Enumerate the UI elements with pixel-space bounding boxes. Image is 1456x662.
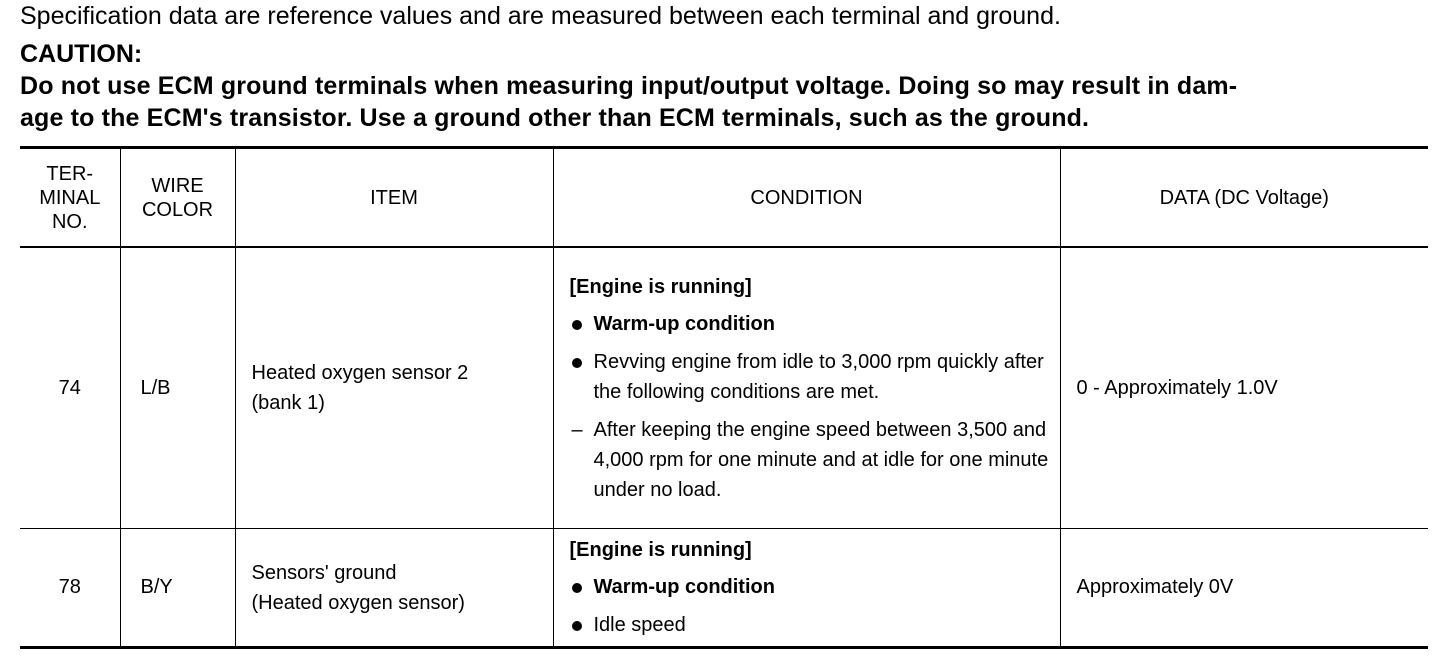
condition-cell (553, 247, 1060, 529)
condition-sub-item (570, 415, 1050, 505)
header-wire-line-2: COLOR (141, 198, 214, 221)
terminal-number: 78 (20, 529, 120, 648)
caution-heading: CAUTION: (20, 40, 143, 68)
condition-bullet-text: Revving engine from idle to 3,000 rpm quickly after the following conditions are met. (593, 350, 1044, 403)
condition-bullet-text: Warm-up condition (593, 576, 775, 598)
data-value: 0 - Approximately 1.0V (1060, 247, 1428, 529)
bullet-dot-icon (572, 621, 582, 631)
header-item: ITEM (235, 148, 553, 248)
header-terminal-no (20, 148, 120, 248)
header-terminal-line-2: MINAL (39, 186, 101, 209)
dash-icon: – (571, 418, 583, 441)
condition-bullet-text: Idle speed (593, 614, 686, 636)
caution-text (20, 70, 1430, 134)
wire-color: L/B (120, 247, 235, 529)
condition-bullet (570, 572, 1050, 602)
header-wire-color (120, 148, 235, 248)
item-line-1: Sensors' ground (251, 561, 397, 584)
condition-bullet (570, 610, 1050, 640)
condition-header: [Engine is running] (569, 275, 752, 298)
item-cell (235, 247, 553, 529)
condition-cell (553, 529, 1060, 648)
condition-bullet-text: Warm-up condition (593, 312, 775, 335)
condition-sub-item-text: After keeping the engine speed between 3,500 and 4,000 rpm for one minute and at idle for one minute under no load. (593, 418, 1049, 501)
item-line-2: (bank 1) (251, 392, 325, 414)
wire-color: B/Y (120, 529, 235, 648)
condition-bullet (570, 347, 1050, 407)
header-wire-line-1: WIRE (151, 174, 204, 197)
condition-bullet (570, 309, 1050, 339)
condition-header: [Engine is running] (569, 539, 752, 561)
table-header-row (20, 148, 1428, 248)
header-terminal-line-3: NO. (51, 210, 88, 233)
table-row (20, 247, 1428, 529)
bullet-dot-icon (572, 358, 582, 368)
intro-text: Specification data are reference values and are measured between each terminal and ground. (20, 2, 1061, 30)
data-value: Approximately 0V (1060, 529, 1428, 648)
item-cell (235, 529, 553, 648)
bullet-dot-icon (572, 583, 582, 593)
caution-line-2: age to the ECM's transistor. Use a ground other than ECM terminals, such as the ground. (20, 104, 1090, 132)
header-data: DATA (DC Voltage) (1060, 148, 1428, 248)
bullet-dot-icon (572, 320, 582, 330)
header-terminal-line-1: TER- (46, 162, 94, 185)
table-row (20, 529, 1428, 648)
terminal-number: 74 (20, 247, 120, 529)
caution-line-1: Do not use ECM ground terminals when measuring input/output voltage. Doing so may result in dam- (20, 72, 1238, 100)
header-condition: CONDITION (553, 148, 1060, 248)
terminal-spec-table (20, 146, 1428, 649)
item-line-2: (Heated oxygen sensor) (251, 591, 465, 614)
item-line-1: Heated oxygen sensor 2 (251, 362, 469, 384)
